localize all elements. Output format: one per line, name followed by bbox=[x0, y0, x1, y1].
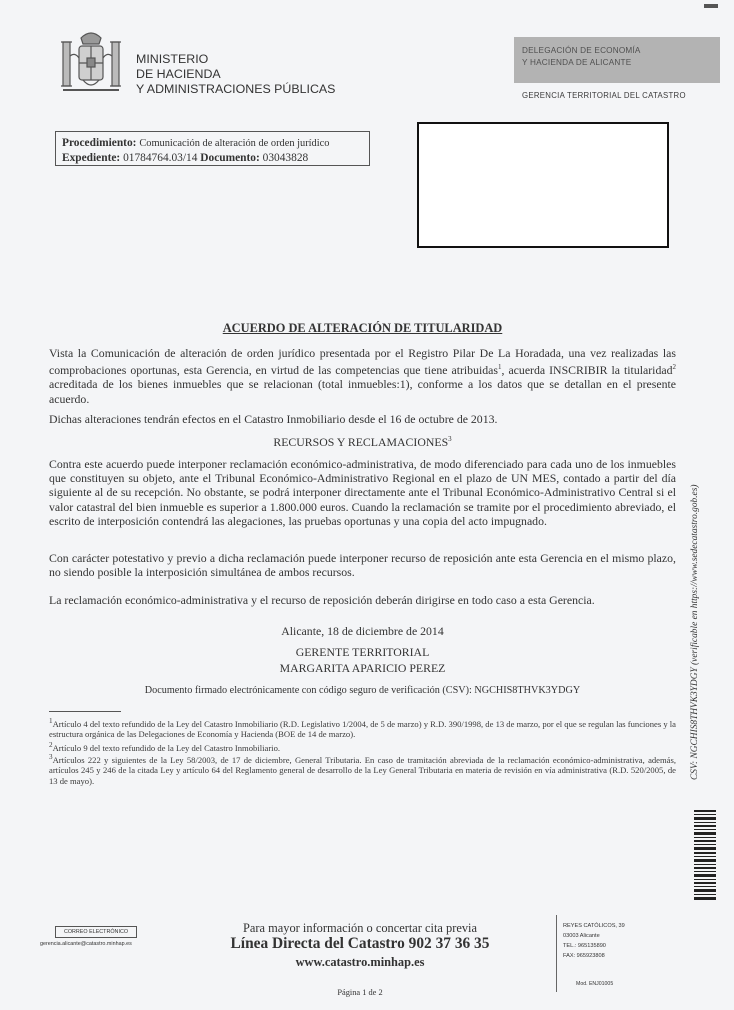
phone-line: TEL.: 965135890 bbox=[563, 943, 606, 949]
gerencia-name: GERENCIA TERRITORIAL DEL CATASTRO bbox=[522, 91, 686, 100]
recursos-title: RECURSOS Y RECLAMACIONES bbox=[273, 435, 449, 449]
documento-value: 03043828 bbox=[262, 152, 309, 164]
ministry-line-1: MINISTERIO bbox=[136, 52, 209, 66]
document-title: ACUERDO DE ALTERACIÓN DE TITULARIDAD bbox=[222, 321, 503, 335]
paragraph-effects: Dichas alteraciones tendrán efectos en el Catastro Inmobiliario desde el 16 de octubre de 2013. bbox=[49, 412, 498, 426]
para1-part-b: , acuerda INSCRIBIR la titularidad bbox=[501, 363, 673, 378]
para1-part-c: acreditada de los bienes inmuebles que se relacionan (total inmuebles:1), conforme a los datos que se detallan en el presente acuerdo. bbox=[49, 377, 676, 406]
procedimiento-label: Procedimiento: bbox=[62, 137, 137, 149]
csv-verification-vertical: CSV: NGCHIS8THVK3YDGY (verificable en https://www.sedecatastro.gob.es) bbox=[690, 484, 700, 780]
place-date: Alicante, 18 de diciembre de 2014 bbox=[281, 624, 444, 638]
signer-title: GERENTE TERRITORIAL bbox=[295, 645, 430, 659]
footer-divider bbox=[556, 915, 557, 992]
signature-note: Documento firmado electrónicamente con código seguro de verificación (CSV): NGCHIS8THVK3YDGY bbox=[144, 685, 581, 696]
ministry-line-2: DE HACIENDA bbox=[136, 67, 221, 81]
footnote-3-text: Artículos 222 y siguientes de la Ley 58/2003, de 17 de diciembre, General Tributaria. En caso de tramitación abreviada de la reclamación económico-administrativa, además, artículos 245 y 246 de la citada Ley y artículo 64 del Reglamento general de desarrollo de la Ley General Tributaria en materia de revisión en vía administrativa (R.D. 520/2005, de 13 de mayo). bbox=[49, 754, 676, 786]
paragraph-resolution bbox=[49, 346, 676, 406]
form-model-code: Mod. ENJ01005 bbox=[576, 981, 614, 987]
delegation-line-1: DELEGACIÓN DE ECONOMÍA bbox=[522, 46, 641, 55]
expediente-label: Expediente: bbox=[62, 152, 121, 164]
delegation-line-2: Y HACIENDA DE ALICANTE bbox=[522, 58, 632, 67]
ministry-name bbox=[136, 52, 335, 97]
documento-label: Documento: bbox=[200, 152, 260, 164]
footnote-2-text: Artículo 9 del texto refundido de la Ley del Catastro Inmobiliario. bbox=[52, 742, 281, 753]
footnote-ref-2: 2 bbox=[672, 363, 676, 372]
page-number: Página 1 de 2 bbox=[337, 988, 383, 997]
expediente-value: 01784764.03/14 bbox=[123, 152, 198, 164]
expediente-line bbox=[62, 151, 363, 165]
fax-line: FAX: 965923808 bbox=[563, 953, 605, 959]
info-line: Para mayor información o concertar cita previa bbox=[243, 921, 477, 935]
email-label: CORREO ELECTRÓNICO bbox=[55, 926, 137, 938]
delegation-text bbox=[522, 45, 641, 69]
barcode-icon bbox=[694, 810, 716, 900]
signer-name: MARGARITA APARICIO PEREZ bbox=[279, 661, 446, 675]
paragraph-reposition: Con carácter potestativo y previo a dicha reclamación puede interponer recurso de reposición ante esta Gerencia en el mismo plazo, no siendo posible la interposición simultánea de ambos recursos. bbox=[49, 551, 676, 580]
recursos-heading bbox=[49, 435, 676, 450]
footnote-2-num: 2 bbox=[49, 741, 53, 749]
paragraph-claims: Contra este acuerdo puede interponer reclamación económico-administrativa, de modo diferenciado para cada uno de los inmuebles que constituyen su objeto, ante el Tribunal Económico-Administrativo Regional en el plazo de UN MES, contado a partir del día siguiente al de su recepción. No obstante, se podrá interponer directamente ante el Tribunal Económico-Administrativo Central si el valor catastral del bien inmueble es superior a 1.800.000 euros. Cuando la reclamación se tramite por el procedimiento abreviado, el escrito de interposición contendrá las alegaciones, las pruebas oportunas y una copia del acto impugnado. bbox=[49, 457, 676, 528]
footnote-3-num: 3 bbox=[49, 753, 53, 761]
footnote-1-text: Artículo 4 del texto refundido de la Ley del Catastro Inmobiliario (R.D. Legislativo 1/2004, de 5 de marzo) y R.D. 390/1998, de 13 de marzo, por el que se regulan las funciones y la estructura orgánica de las Delegaciones de Economía y Hacienda (BOE de 14 de marzo). bbox=[49, 718, 676, 740]
para1-part-a: Vista la Comunicación de alteración de orden jurídico presentada por el Registro Pilar De La Horadada, una vez realizadas las comprobaciones oportunas, esta Gerencia, en virtud de las competencias que tiene atribuidas bbox=[49, 346, 676, 378]
ministry-line-3: Y ADMINISTRACIONES PÚBLICAS bbox=[136, 82, 336, 96]
recipient-address-box bbox=[417, 122, 669, 248]
procedimiento-value: Comunicación de alteración de orden jurídico bbox=[139, 138, 330, 149]
footnote-3 bbox=[49, 752, 676, 786]
page-edge-mark bbox=[704, 4, 718, 8]
procedure-line bbox=[62, 136, 363, 151]
paragraph-address-gerencia: La reclamación económico-administrativa y el recurso de reposición deberán dirigirse en todo caso a esta Gerencia. bbox=[49, 593, 595, 607]
coat-of-arms-logo bbox=[57, 28, 125, 98]
footnote-ref-3: 3 bbox=[448, 435, 452, 444]
website-link: www.catastro.minhap.es bbox=[295, 955, 425, 969]
footnote-divider bbox=[49, 711, 121, 712]
linea-directa-phone: Línea Directa del Catastro 902 37 36 35 bbox=[230, 935, 490, 952]
address-line-1: REYES CATÓLICOS, 39 bbox=[563, 923, 625, 929]
email-address: gerencia.alicante@catastro.minhap.es bbox=[40, 941, 132, 947]
footnote-1-num: 1 bbox=[49, 717, 53, 725]
footnote-ref-1: 1 bbox=[497, 363, 502, 372]
procedure-box bbox=[55, 131, 370, 166]
address-line-2: 03003 Alicante bbox=[563, 933, 600, 939]
office-contact bbox=[563, 921, 625, 961]
footnote-1 bbox=[49, 716, 676, 740]
